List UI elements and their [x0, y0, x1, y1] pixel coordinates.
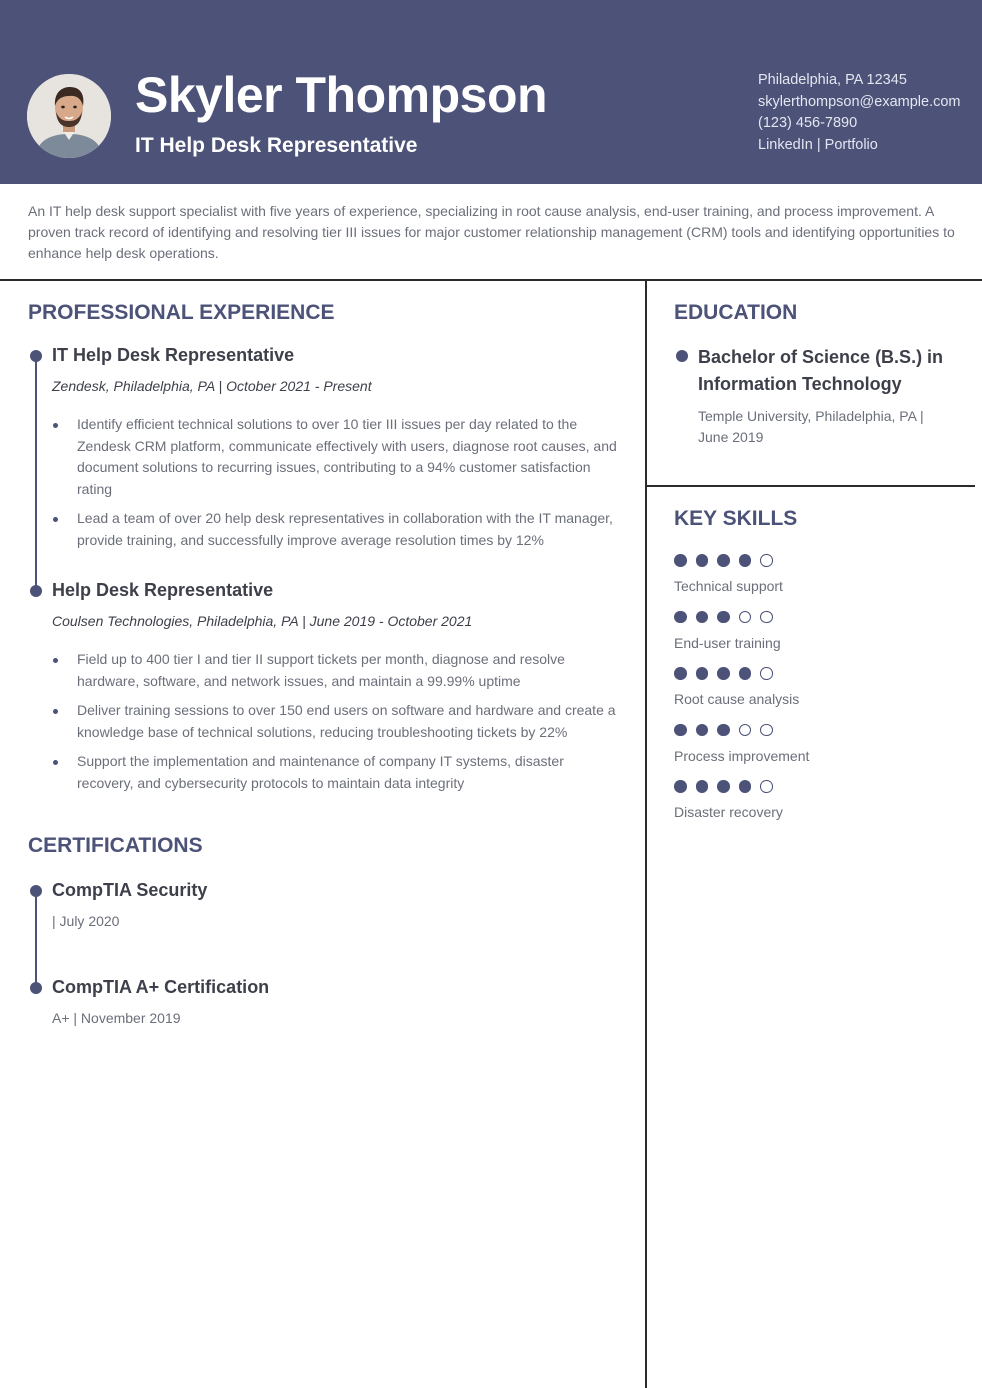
skill-name: Technical support	[674, 578, 783, 594]
rating-dot-empty	[760, 724, 773, 737]
timeline-dot	[30, 350, 42, 362]
avatar	[27, 74, 111, 158]
rating-dot-empty	[760, 611, 773, 624]
job-bullets	[52, 414, 622, 559]
skill-item	[674, 667, 799, 707]
rating-dot-filled	[696, 554, 709, 567]
rating-dot-empty	[760, 667, 773, 680]
job-title: Help Desk Representative	[52, 580, 274, 600]
contact-address: Philadelphia, PA 12345	[758, 72, 907, 88]
rating-dot-filled	[739, 780, 752, 793]
certifications-timeline	[35, 891, 37, 988]
education-degree: Bachelor of Science (B.S.) in Information Technology	[698, 347, 944, 394]
rating-dot-filled	[739, 667, 752, 680]
rating-dot-filled	[739, 554, 752, 567]
rating-dot-empty	[739, 724, 752, 737]
skill-item	[674, 554, 783, 594]
rating-dot-filled	[696, 724, 709, 737]
list-item: Support the implementation and maintenance of company IT systems, disaster recovery, and cybersecurity protocols to maintain data integrity	[52, 751, 622, 794]
job-bullets	[52, 649, 622, 802]
skill-rating	[674, 780, 783, 793]
education-school: Temple University, Philadelphia, PA | June 2019	[698, 408, 924, 445]
list-item: Field up to 400 tier I and tier II support tickets per month, diagnose and resolve hardware, software, and network issues, and maintain a 99.99% uptime	[52, 649, 622, 692]
certification-meta: | July 2020	[52, 913, 120, 929]
rating-dot-filled	[674, 667, 687, 680]
skill-name: Process improvement	[674, 747, 810, 764]
education-divider	[645, 485, 975, 487]
rating-dot-empty	[760, 780, 773, 793]
contact-links[interactable]: LinkedIn | Portfolio	[758, 136, 878, 153]
experience-heading: PROFESSIONAL EXPERIENCE	[28, 301, 335, 324]
rating-dot-filled	[717, 724, 730, 737]
skill-name: Root cause analysis	[674, 691, 800, 707]
rating-dot-filled	[696, 611, 709, 624]
list-item: Identify efficient technical solutions to over 10 tier III issues per day related to the Zendesk CRM platform, communicate effectively with users, diagnose root causes, and document solutions to recurring issues, contributing to a 94% customer satisfaction rating	[52, 414, 622, 500]
skill-rating	[674, 724, 809, 737]
rating-dot-filled	[717, 780, 730, 793]
rating-dot-filled	[717, 667, 730, 680]
candidate-role: IT Help Desk Representative	[135, 134, 418, 157]
contact-block	[758, 70, 961, 156]
contact-phone: (123) 456-7890	[758, 115, 858, 131]
certification-name: CompTIA A+ Certification	[52, 977, 270, 997]
skill-item	[674, 724, 809, 764]
certification-name: CompTIA Security	[52, 880, 208, 900]
skill-rating	[674, 667, 799, 680]
list-item: Lead a team of over 20 help desk representatives in collaboration with the IT manager, provide training, and successfully improve average resolution times by 12%	[52, 508, 622, 551]
rating-dot-filled	[674, 554, 687, 567]
skill-item	[674, 611, 781, 651]
rating-dot-filled	[717, 554, 730, 567]
timeline-dot	[30, 982, 42, 994]
contact-email[interactable]: skylerthompson@example.com	[758, 93, 961, 110]
rating-dot-empty	[760, 554, 773, 567]
rating-dot-filled	[674, 780, 687, 793]
rating-dot-empty	[739, 611, 752, 624]
certification-meta: A+ | November 2019	[52, 1010, 181, 1026]
header-banner	[0, 0, 982, 184]
education-dot	[676, 350, 688, 362]
rating-dot-filled	[696, 667, 709, 680]
skill-name: Disaster recovery	[674, 804, 783, 820]
job-company: Coulsen Technologies, Philadelphia, PA | June 2019 - October 2021	[52, 613, 473, 629]
timeline-dot	[30, 585, 42, 597]
list-item: Deliver training sessions to over 150 end users on software and hardware and create a knowledge base of technical solutions, reducing troubleshooting tickets by 22%	[52, 700, 622, 743]
rating-dot-filled	[674, 724, 687, 737]
rating-dot-filled	[674, 611, 687, 624]
education-heading: EDUCATION	[674, 301, 798, 324]
rating-dot-filled	[696, 780, 709, 793]
skill-rating	[674, 554, 783, 567]
timeline-dot	[30, 885, 42, 897]
column-divider	[645, 279, 647, 1388]
job-company: Zendesk, Philadelphia, PA | October 2021 - Present	[52, 378, 372, 394]
candidate-name: Skyler Thompson	[135, 67, 548, 123]
skill-rating	[674, 611, 781, 624]
skill-item	[674, 780, 783, 820]
summary-divider	[0, 279, 982, 281]
rating-dot-filled	[717, 611, 730, 624]
job-title: IT Help Desk Representative	[52, 345, 295, 365]
skill-name: End-user training	[674, 634, 781, 651]
experience-timeline	[35, 356, 37, 591]
profile-photo	[27, 74, 111, 158]
certifications-heading: CERTIFICATIONS	[28, 834, 203, 857]
skills-heading: KEY SKILLS	[674, 507, 798, 530]
profile-summary: An IT help desk support specialist with five years of experience, specializing in root cause analysis, end-user training, and process improvement. A proven track record of identifying and resolving tier III issues for major customer relationship management (CRM) tools and identifying opportunities to enhance help desk operations.	[28, 203, 955, 261]
